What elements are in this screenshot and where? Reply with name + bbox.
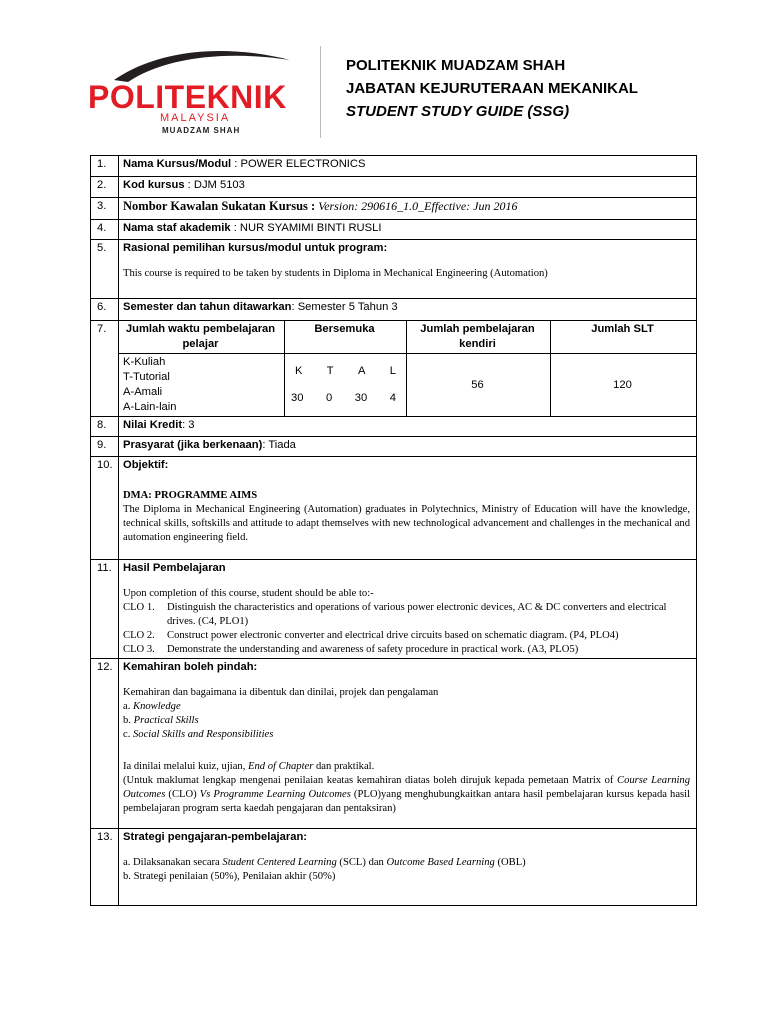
academic-staff-label: Nama staf akademik bbox=[123, 222, 231, 234]
self-learning-header: Jumlah pembelajaran kendiri bbox=[407, 321, 551, 354]
prerequisite-label: Prasyarat (jika berkenaan) bbox=[123, 439, 263, 451]
academic-staff-value: : NUR SYAMIMI BINTI RUSLI bbox=[230, 222, 382, 234]
table-row bbox=[91, 659, 697, 829]
course-info-table bbox=[90, 155, 697, 906]
row-number: 11. bbox=[91, 560, 119, 659]
skill-item: Practical Skills bbox=[133, 715, 199, 726]
programme-aims-text: The Diploma in Mechanical Engineering (Automation) graduates in Polytechnics, Ministry of Education will have the knowledge, technical skills, softskills and attitude to adapt themselves with new technological advancement and challenges in the mechanical and automation engineering field. bbox=[123, 504, 691, 543]
clo-text: Demonstrate the understanding and awareness of safety procedure in practical work. (A3, PLO5) bbox=[167, 644, 579, 655]
institution-name: POLITEKNIK MUADZAM SHAH bbox=[346, 57, 566, 74]
clo-text: Distinguish the characteristics and operations of various power electronic devices, AC & DC converters and electrical drives. (C4, PLO1) bbox=[167, 602, 667, 627]
face-to-face-hours bbox=[285, 354, 407, 417]
total-slt-value: 120 bbox=[551, 354, 697, 417]
course-name-value: : POWER ELECTRONICS bbox=[231, 158, 366, 170]
row-number: 4. bbox=[91, 220, 119, 240]
table-row bbox=[91, 156, 697, 177]
clo-code: CLO 1. bbox=[123, 602, 155, 613]
programme-aims-heading: DMA: PROGRAMME AIMS bbox=[123, 490, 258, 501]
transferable-skills-label: Kemahiran boleh pindah: bbox=[123, 661, 258, 673]
list-item bbox=[123, 601, 690, 629]
list-item: b. Practical Skills bbox=[123, 715, 199, 726]
row-number: 5. bbox=[91, 240, 119, 299]
ktal-letter: T bbox=[326, 365, 334, 377]
row-number: 3. bbox=[91, 198, 119, 220]
learning-type-list bbox=[119, 354, 285, 417]
table-row bbox=[91, 457, 697, 560]
list-item bbox=[123, 629, 690, 643]
learning-type: A-Amali bbox=[123, 386, 163, 398]
semester-label: Semester dan tahun ditawarkan bbox=[123, 301, 292, 313]
transferable-skills-intro: Kemahiran dan bagaimana ia dibentuk dan dinilai, projek dan pengalaman bbox=[123, 687, 439, 698]
course-name-label: Nama Kursus/Modul bbox=[123, 158, 232, 170]
ktal-letter: L bbox=[389, 365, 396, 377]
strategy-item-b: b. Strategi penilaian (50%), Penilaian akhir (50%) bbox=[123, 871, 336, 882]
logo-campus: MUADZAM SHAH bbox=[162, 126, 241, 135]
learning-outcomes-intro: Upon completion of this course, student should be able to:- bbox=[123, 588, 374, 599]
row-number: 10. bbox=[91, 457, 119, 560]
clo-code: CLO 3. bbox=[123, 644, 155, 655]
logo-swoosh-icon bbox=[114, 51, 290, 82]
document-title: STUDENT STUDY GUIDE (SSG) bbox=[346, 103, 570, 120]
rationale-text: This course is required to be taken by students in Diploma in Mechanical Engineering (Automation) bbox=[123, 268, 548, 279]
total-slt-header: Jumlah SLT bbox=[551, 321, 697, 354]
row-number: 13. bbox=[91, 829, 119, 906]
ktal-hours: 0 bbox=[325, 392, 333, 404]
header-divider bbox=[320, 46, 321, 138]
credit-value: : 3 bbox=[182, 419, 195, 431]
ktal-hours: 30 bbox=[354, 392, 368, 404]
ktal-letter: K bbox=[295, 365, 303, 377]
table-row bbox=[91, 560, 697, 659]
learning-outcomes-label: Hasil Pembelajaran bbox=[123, 562, 226, 574]
learning-type: K-Kuliah bbox=[123, 356, 166, 368]
strategy-item-a: a. Dilaksanakan secara Student Centered Learning (SCL) dan Outcome Based Learning (OBL) bbox=[123, 857, 526, 868]
prerequisite-value: : Tiada bbox=[262, 439, 296, 451]
list-item bbox=[123, 643, 690, 657]
course-code-value: : DJM 5103 bbox=[184, 179, 245, 191]
row-number: 8. bbox=[91, 417, 119, 437]
row-number: 7. bbox=[91, 321, 119, 417]
table-row bbox=[91, 354, 697, 417]
assessment-text: Ia dinilai melalui kuiz, ujian, End of Chapter dan praktikal. bbox=[123, 761, 375, 772]
learning-time-header: Jumlah waktu pembelajaran pelajar bbox=[119, 321, 285, 354]
skill-item: Knowledge bbox=[133, 701, 181, 712]
table-row bbox=[91, 437, 697, 457]
credit-label: Nilai Kredit bbox=[123, 419, 183, 431]
logo-country: MALAYSIA bbox=[160, 112, 231, 124]
matrix-reference-text: (Untuk maklumat lengkap mengenai penilaian keatas kemahiran diatas boleh dirujuk kepada pemetaan Matrix of Course Learning Outcomes (CLO) Vs Programme Learning Outcomes (PLO)yang menghubungkaitkan antara hasil pembelajaran kursus kepada hasil pembelajaran program serta kaedah pengajaran dan pentaksiran) bbox=[123, 775, 691, 814]
table-row bbox=[91, 299, 697, 321]
teaching-strategy-label: Strategi pengajaran-pembelajaran: bbox=[123, 831, 308, 843]
table-row bbox=[91, 198, 697, 220]
clo-list bbox=[123, 601, 690, 657]
syllabus-control-label: Nombor Kawalan Sukatan Kursus : bbox=[123, 199, 316, 213]
list-item: a. Knowledge bbox=[123, 701, 181, 712]
table-row bbox=[91, 220, 697, 240]
semester-value: : Semester 5 Tahun 3 bbox=[291, 301, 398, 313]
skill-item: Social Skills and Responsibilities bbox=[133, 729, 274, 740]
face-to-face-header: Bersemuka bbox=[285, 321, 407, 354]
table-row bbox=[91, 417, 697, 437]
table-row bbox=[91, 177, 697, 198]
rationale-label: Rasional pemilihan kursus/modul untuk program: bbox=[123, 242, 388, 254]
row-number: 2. bbox=[91, 177, 119, 198]
row-number: 1. bbox=[91, 156, 119, 177]
list-item: c. Social Skills and Responsibilities bbox=[123, 729, 274, 740]
learning-type: T-Tutorial bbox=[123, 371, 170, 383]
syllabus-control-value: Version: 290616_1.0_Effective: Jun 2016 bbox=[315, 199, 518, 213]
row-number: 12. bbox=[91, 659, 119, 829]
course-code-label: Kod kursus bbox=[123, 179, 185, 191]
ktal-hours: 4 bbox=[389, 392, 396, 404]
table-row bbox=[91, 240, 697, 299]
clo-text: Construct power electronic converter and electrical drive circuits based on schematic diagram. (P4, PLO4) bbox=[167, 630, 619, 641]
table-row bbox=[91, 829, 697, 906]
document-header bbox=[346, 54, 638, 123]
ktal-hours: 30 bbox=[291, 392, 304, 404]
clo-code: CLO 2. bbox=[123, 630, 155, 641]
department-name: JABATAN KEJURUTERAAN MEKANIKAL bbox=[346, 80, 638, 97]
objective-label: Objektif: bbox=[123, 459, 169, 471]
table-row bbox=[91, 321, 697, 354]
politeknik-logo bbox=[84, 44, 314, 136]
row-number: 9. bbox=[91, 437, 119, 457]
ktal-letter: A bbox=[357, 365, 366, 377]
logo-wordmark: POLITEKNIK bbox=[88, 79, 287, 115]
learning-type: A-Lain-lain bbox=[123, 401, 177, 413]
self-learning-value: 56 bbox=[407, 354, 551, 417]
row-number: 6. bbox=[91, 299, 119, 321]
